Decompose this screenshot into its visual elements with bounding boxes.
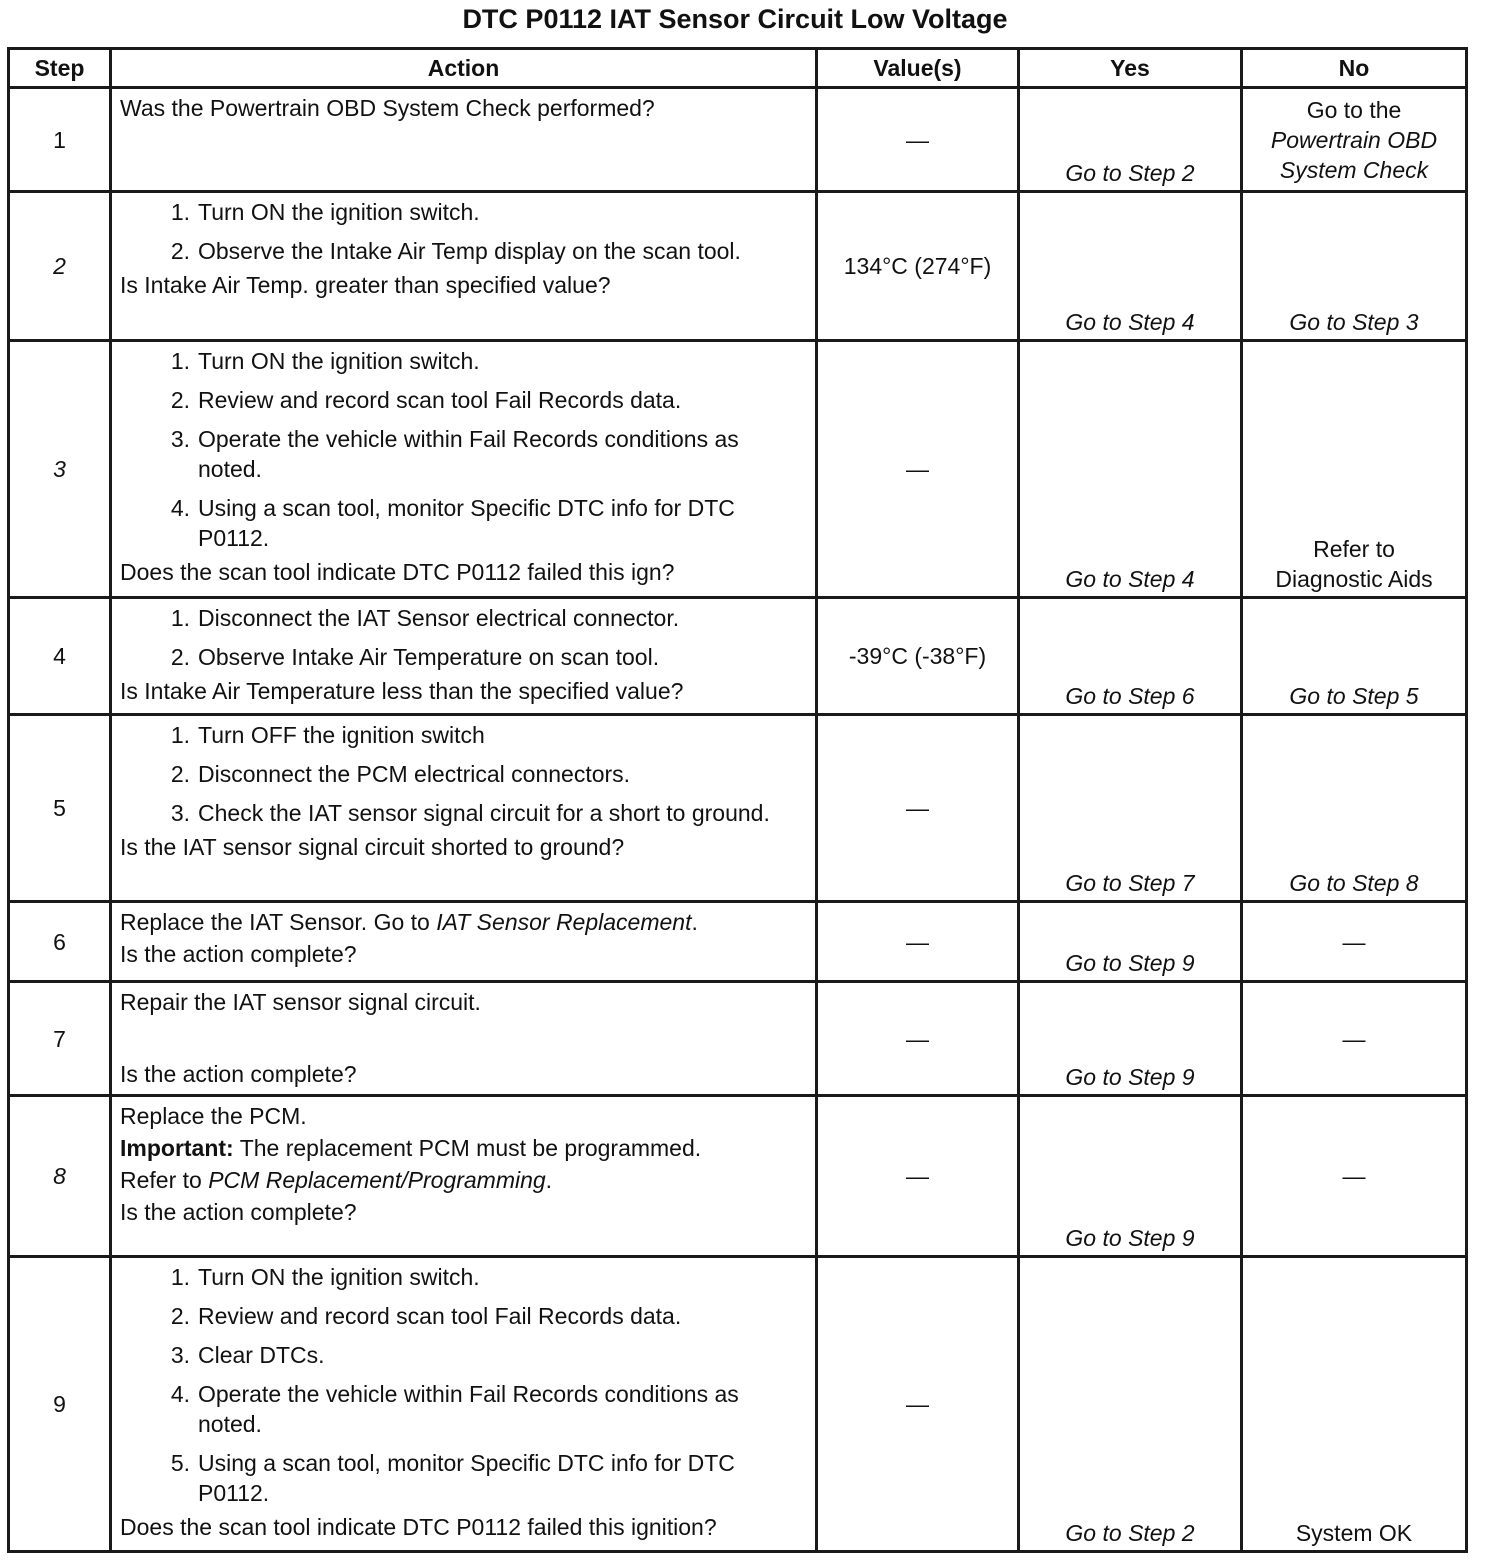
no-cell	[1242, 341, 1467, 598]
value-cell: 134°C (274°F)	[817, 192, 1019, 341]
step-number: 3	[9, 341, 111, 598]
yes-cell: Go to Step 9	[1019, 982, 1242, 1096]
step-number: 2	[9, 192, 111, 341]
list-item: 1. Turn ON the ignition switch.	[170, 348, 480, 374]
step-number: 8	[9, 1096, 111, 1257]
yes-cell: Go to Step 2	[1019, 88, 1242, 192]
procedure-list	[120, 346, 809, 553]
header-yes: Yes	[1019, 49, 1242, 88]
instruction-text: Replace the IAT Sensor. Go to IAT Sensor Replacement.	[120, 909, 698, 935]
question-text: Is the action complete?	[120, 1199, 357, 1225]
yes-cell: Go to Step 2	[1019, 1257, 1242, 1552]
list-item: 1. Turn ON the ignition switch.	[170, 1264, 480, 1290]
instruction-text: Repair the IAT sensor signal circuit.	[120, 989, 481, 1015]
header-no: No	[1242, 49, 1467, 88]
step-number: 4	[9, 598, 111, 715]
yes-cell: Go to Step 4	[1019, 341, 1242, 598]
no-cell	[1242, 88, 1467, 192]
table-row	[9, 715, 1467, 902]
important-note: Important: The replacement PCM must be programmed.	[120, 1135, 702, 1161]
value-cell: —	[817, 902, 1019, 982]
procedure-reference: IAT Sensor Replacement	[436, 909, 692, 935]
action-cell	[111, 1257, 817, 1552]
yes-cell: Go to Step 4	[1019, 192, 1242, 341]
no-cell: Go to Step 5	[1242, 598, 1467, 715]
table-row	[9, 598, 1467, 715]
step-number: 7	[9, 982, 111, 1096]
no-line: Refer to	[1313, 536, 1395, 562]
list-item: 2. Observe the Intake Air Temp display on the scan tool.	[170, 238, 741, 264]
no-cell: —	[1242, 1096, 1467, 1257]
refer-note: Refer to PCM Replacement/Programming.	[120, 1167, 553, 1193]
list-item: 5. Using a scan tool, monitor Specific DTC info for DTC P0112.	[170, 1450, 735, 1506]
table-row	[9, 1096, 1467, 1257]
table-row	[9, 192, 1467, 341]
value-cell: —	[817, 1257, 1019, 1552]
diagnostic-table	[7, 47, 1468, 1553]
question-text: Is the IAT sensor signal circuit shorted to ground?	[120, 834, 625, 860]
no-cell: Go to Step 8	[1242, 715, 1467, 902]
list-item: 3. Check the IAT sensor signal circuit for a short to ground.	[170, 800, 770, 826]
list-item: 2. Review and record scan tool Fail Records data.	[170, 387, 682, 413]
question-text: Does the scan tool indicate DTC P0112 failed this ign?	[120, 559, 675, 585]
question-text: Is the action complete?	[120, 941, 357, 967]
yes-cell: Go to Step 7	[1019, 715, 1242, 902]
action-cell	[111, 192, 817, 341]
question-text: Is Intake Air Temp. greater than specified value?	[120, 272, 611, 298]
value-cell: —	[817, 1096, 1019, 1257]
no-cell: Go to Step 3	[1242, 192, 1467, 341]
no-line: Diagnostic Aids	[1275, 566, 1433, 592]
action-cell	[111, 715, 817, 902]
list-item: 4. Using a scan tool, monitor Specific DTC info for DTC P0112.	[170, 495, 735, 551]
important-label: Important:	[120, 1135, 234, 1161]
procedure-reference: PCM Replacement/Programming	[208, 1167, 546, 1193]
procedure-list	[120, 720, 809, 828]
value-cell: —	[817, 88, 1019, 192]
action-cell	[111, 341, 817, 598]
value-cell: —	[817, 715, 1019, 902]
list-item: 3. Clear DTCs.	[170, 1342, 325, 1368]
header-values: Value(s)	[817, 49, 1019, 88]
action-cell	[111, 902, 817, 982]
table-row	[9, 88, 1467, 192]
list-item: 1. Disconnect the IAT Sensor electrical connector.	[170, 605, 680, 631]
action-cell	[111, 88, 817, 192]
step-number: 9	[9, 1257, 111, 1552]
table-row	[9, 341, 1467, 598]
yes-cell: Go to Step 6	[1019, 598, 1242, 715]
table-row	[9, 1257, 1467, 1552]
list-item: 4. Operate the vehicle within Fail Records conditions as noted.	[170, 1381, 739, 1437]
table-row	[9, 982, 1467, 1096]
procedure-list	[120, 197, 809, 266]
no-cell: —	[1242, 982, 1467, 1096]
value-cell: —	[817, 982, 1019, 1096]
no-cell: System OK	[1242, 1257, 1467, 1552]
header-action: Action	[111, 49, 817, 88]
no-cell: —	[1242, 902, 1467, 982]
list-item: 1. Turn OFF the ignition switch	[170, 722, 485, 748]
page-title: DTC P0112 IAT Sensor Circuit Low Voltage	[462, 4, 1008, 34]
action-cell	[111, 1096, 817, 1257]
step-number: 6	[9, 902, 111, 982]
header-step: Step	[9, 49, 111, 88]
yes-cell: Go to Step 9	[1019, 902, 1242, 982]
table-row	[9, 902, 1467, 982]
no-line: System Check	[1279, 156, 1429, 183]
no-line: Go to the	[1306, 96, 1402, 123]
step-number: 1	[9, 88, 111, 192]
step-number: 5	[9, 715, 111, 902]
list-item: 2. Review and record scan tool Fail Records data.	[170, 1303, 682, 1329]
value-cell: —	[817, 341, 1019, 598]
question-text: Is the action complete?	[120, 1061, 357, 1087]
procedure-list	[120, 1262, 809, 1508]
list-item: 2. Disconnect the PCM electrical connectors.	[170, 761, 631, 787]
question-text: Is Intake Air Temperature less than the specified value?	[120, 678, 684, 704]
list-item: 2. Observe Intake Air Temperature on scan tool.	[170, 644, 660, 670]
list-item: 3. Operate the vehicle within Fail Records conditions as noted.	[170, 426, 739, 482]
question-text: Was the Powertrain OBD System Check performed?	[120, 95, 655, 121]
yes-cell: Go to Step 9	[1019, 1096, 1242, 1257]
procedure-list	[120, 603, 809, 672]
action-cell	[111, 982, 817, 1096]
header-row	[9, 49, 1467, 88]
action-cell	[111, 598, 817, 715]
list-item: 1. Turn ON the ignition switch.	[170, 199, 480, 225]
value-cell: -39°C (-38°F)	[817, 598, 1019, 715]
no-line: Powertrain OBD	[1270, 126, 1438, 153]
question-text: Does the scan tool indicate DTC P0112 failed this ignition?	[120, 1514, 717, 1540]
instruction-text: Replace the PCM.	[120, 1103, 307, 1129]
